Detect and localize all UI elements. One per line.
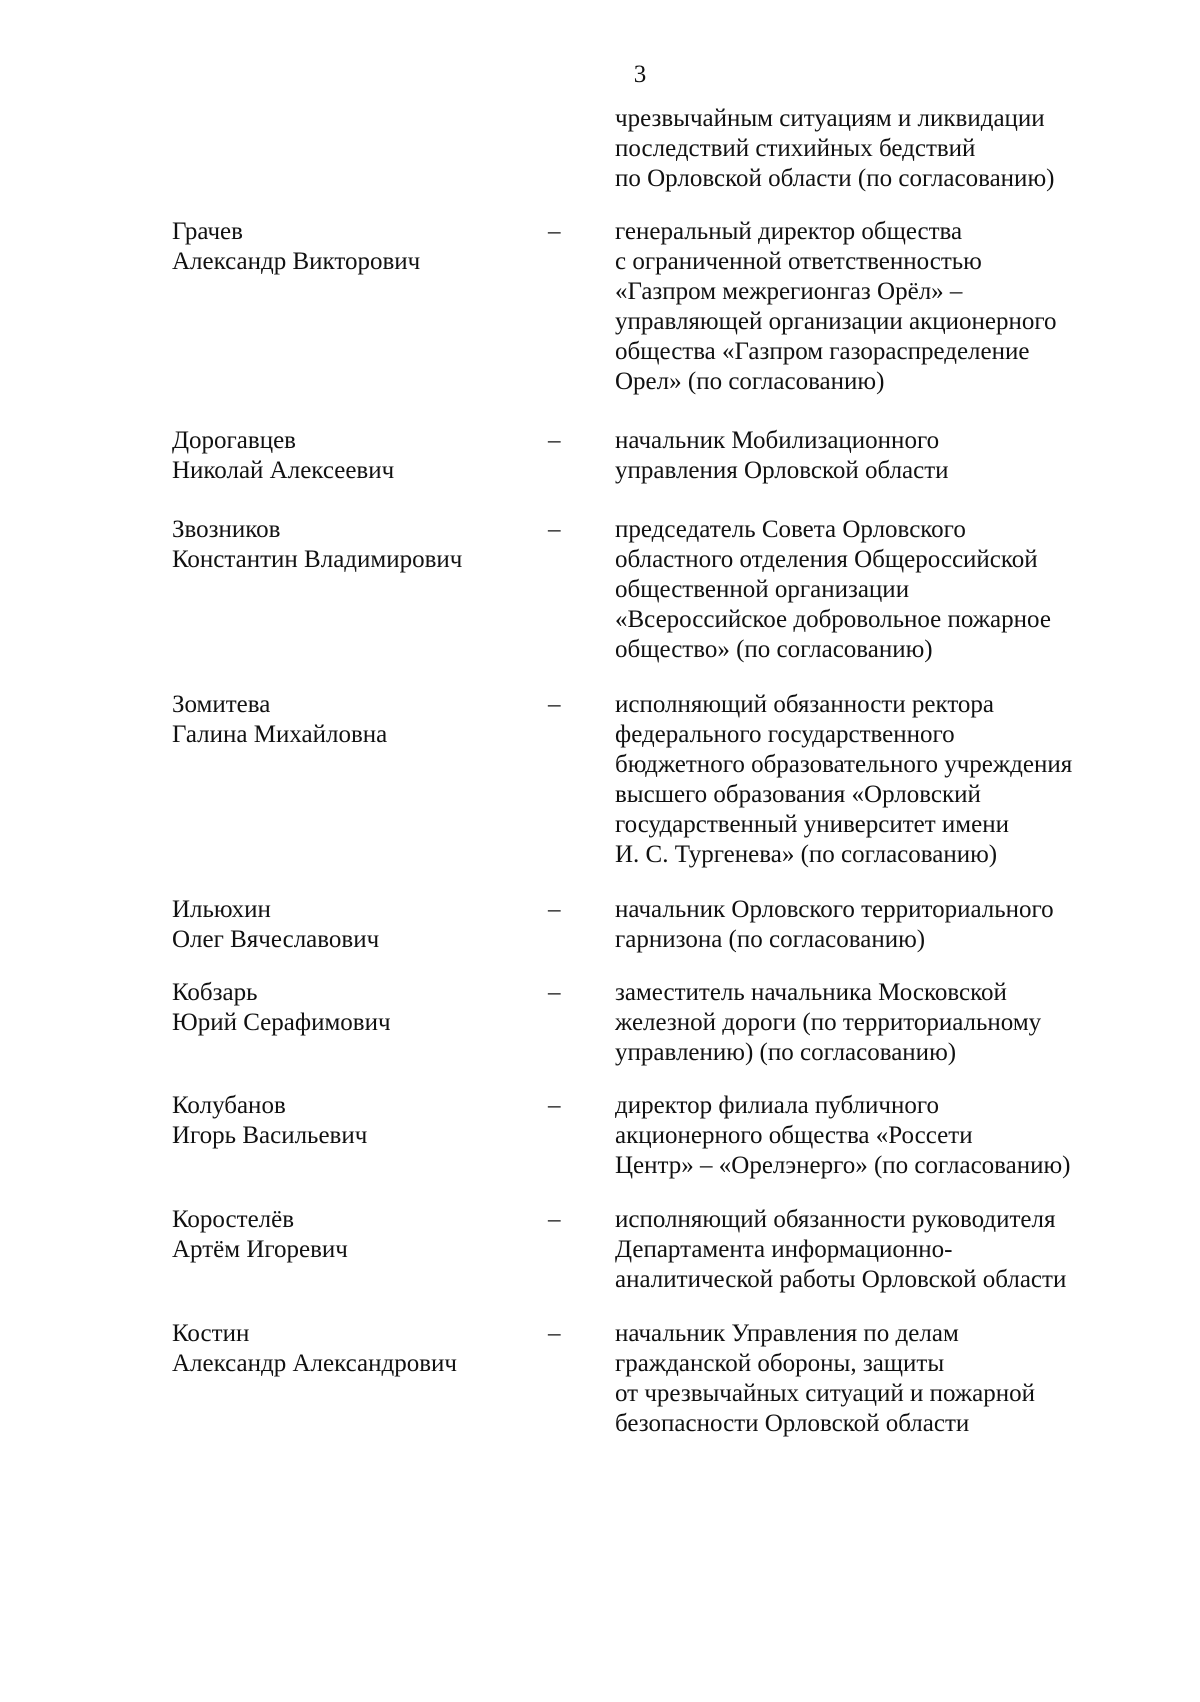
position-line: от чрезвычайных ситуаций и пожарной <box>615 1380 1036 1407</box>
position-line: федерального государственного <box>615 721 955 748</box>
position-line: управления Орловской области <box>615 457 949 484</box>
separator-dash: – <box>548 896 561 923</box>
separator-dash: – <box>548 979 561 1006</box>
position-line: гарнизона (по согласованию) <box>615 926 926 953</box>
member-surname: Зомитева <box>172 691 271 718</box>
member-name <box>172 426 532 486</box>
position-line: государственный университет имени <box>615 811 1009 838</box>
member-position <box>615 426 1185 486</box>
member-position <box>615 1091 1185 1181</box>
separator-dash: – <box>548 1320 561 1347</box>
position-line: железной дороги (по территориальному <box>615 1009 1042 1036</box>
position-line: «Всероссийское добровольное пожарное <box>615 606 1051 633</box>
member-given-names: Александр Александрович <box>172 1350 457 1377</box>
separator-dash: – <box>548 691 561 718</box>
description-line: чрезвычайным ситуациям и ликвидации <box>615 105 1045 132</box>
position-line: безопасности Орловской области <box>615 1410 970 1437</box>
member-name <box>172 895 532 955</box>
position-line: Центр» – «Орелэнерго» (по согласованию) <box>615 1152 1071 1179</box>
member-surname: Колубанов <box>172 1092 286 1119</box>
member-position <box>615 690 1185 870</box>
separator-dash: – <box>548 427 561 454</box>
position-line: заместитель начальника Московской <box>615 979 1007 1006</box>
member-position <box>615 1205 1185 1295</box>
position-line: Орел» (по согласованию) <box>615 368 885 395</box>
position-line: общества «Газпром газораспределение <box>615 338 1030 365</box>
position-line: с ограниченной ответственностью <box>615 248 982 275</box>
member-surname: Кобзарь <box>172 979 258 1006</box>
separator-dash: – <box>548 1206 561 1233</box>
position-line: общественной организации <box>615 576 910 603</box>
separator-dash: – <box>548 1092 561 1119</box>
member-surname: Дорогавцев <box>172 427 296 454</box>
position-line: генеральный директор общества <box>615 218 963 245</box>
member-given-names: Игорь Васильевич <box>172 1122 368 1149</box>
separator-dash: – <box>548 218 561 245</box>
member-position <box>615 978 1185 1068</box>
member-position <box>615 895 1185 955</box>
member-name <box>172 978 532 1038</box>
member-position <box>615 217 1185 397</box>
position-line: акционерного общества «Россети <box>615 1122 973 1149</box>
member-surname: Костин <box>172 1320 250 1347</box>
member-name <box>172 690 532 750</box>
position-line: начальник Управления по делам <box>615 1320 959 1347</box>
position-line: областного отделения Общероссийской <box>615 546 1038 573</box>
position-line: управлению) (по согласованию) <box>615 1039 957 1066</box>
member-surname: Ильюхин <box>172 896 271 923</box>
member-name <box>172 1205 532 1265</box>
position-line: начальник Орловского территориального <box>615 896 1054 923</box>
position-line: бюджетного образовательного учреждения <box>615 751 1073 778</box>
member-surname: Коростелёв <box>172 1206 295 1233</box>
member-surname: Грачев <box>172 218 243 245</box>
member-given-names: Александр Викторович <box>172 248 421 275</box>
position-line: исполняющий обязанности ректора <box>615 691 995 718</box>
position-line: Департамента информационно- <box>615 1236 953 1263</box>
description-line: по Орловской области (по согласованию) <box>615 165 1055 192</box>
description-line: последствий стихийных бедствий <box>615 135 976 162</box>
member-position <box>615 515 1185 665</box>
position-line: начальник Мобилизационного <box>615 427 940 454</box>
position-line: высшего образования «Орловский <box>615 781 981 808</box>
position-line: председатель Совета Орловского <box>615 516 966 543</box>
position-line: «Газпром межрегионгаз Орёл» – <box>615 278 963 305</box>
position-line: гражданской обороны, защиты <box>615 1350 945 1377</box>
position-line: И. С. Тургенева» (по согласованию) <box>615 841 998 868</box>
member-given-names: Артём Игоревич <box>172 1236 348 1263</box>
position-line: общество» (по согласованию) <box>615 636 933 663</box>
member-name <box>172 1091 532 1151</box>
member-given-names: Юрий Серафимович <box>172 1009 391 1036</box>
member-name <box>172 515 532 575</box>
page-number: 3 <box>633 61 647 88</box>
member-name <box>172 217 532 277</box>
member-name <box>172 1319 532 1379</box>
separator-dash: – <box>548 516 561 543</box>
position-line: аналитической работы Орловской области <box>615 1266 1067 1293</box>
member-given-names: Константин Владимирович <box>172 546 463 573</box>
position-line: директор филиала публичного <box>615 1092 940 1119</box>
member-given-names: Николай Алексеевич <box>172 457 395 484</box>
member-position <box>615 1319 1185 1439</box>
continued-description <box>615 104 1175 194</box>
member-given-names: Галина Михайловна <box>172 721 388 748</box>
position-line: управляющей организации акционерного <box>615 308 1057 335</box>
member-given-names: Олег Вячеславович <box>172 926 380 953</box>
position-line: исполняющий обязанности руководителя <box>615 1206 1056 1233</box>
member-surname: Звозников <box>172 516 281 543</box>
